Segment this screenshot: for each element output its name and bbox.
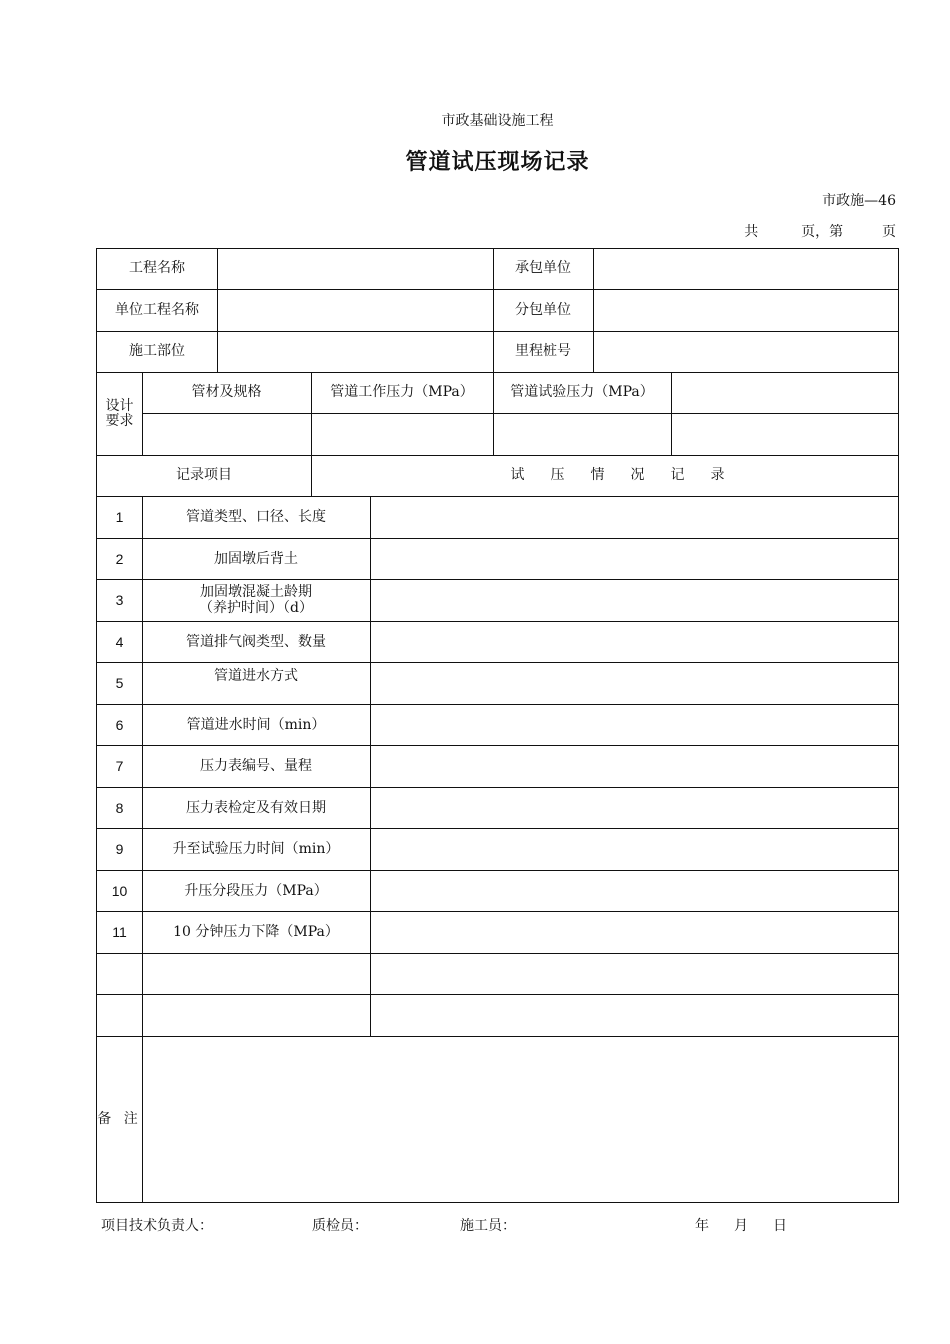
subcontractor-field[interactable]	[593, 290, 898, 331]
record-number: 9	[115, 840, 124, 857]
record-number: 10	[111, 882, 128, 899]
record-value-field[interactable]	[370, 788, 898, 829]
test-pressure-field[interactable]	[493, 414, 671, 455]
record-item-label	[142, 995, 370, 1036]
record-item-label: 升至试验压力时间（min）	[172, 840, 340, 857]
page-sep-label: 页，第	[801, 224, 844, 240]
record-value-field[interactable]	[370, 746, 898, 787]
record-value-field[interactable]	[370, 954, 898, 995]
form-code: 市政施—46	[822, 193, 896, 209]
record-value-field[interactable]	[370, 622, 898, 663]
page-end-label: 页	[882, 224, 896, 240]
working-pressure-label: 管道工作压力（MPa）	[330, 384, 474, 401]
record-item-label: 压力表编号、量程	[200, 757, 312, 774]
pipe-spec-label: 管材及规格	[191, 384, 262, 401]
page-total-label: 共	[744, 224, 759, 240]
record-item-label	[142, 954, 370, 995]
record-table	[96, 248, 899, 1203]
design-requirement-label: 设计 要求	[105, 397, 134, 429]
record-item-label: 加固墩混凝土龄期 （养护时间）（d）	[199, 584, 313, 616]
mileage-stake-label: 里程桩号	[515, 343, 571, 360]
record-number: 8	[115, 799, 124, 816]
record-value-field[interactable]	[370, 539, 898, 580]
record-value-field[interactable]	[370, 705, 898, 746]
record-value-field[interactable]	[370, 580, 898, 621]
page-title: 管道试压现场记录	[405, 149, 590, 175]
contractor-label: 承包单位	[515, 260, 571, 277]
page-count	[744, 221, 896, 241]
design-extra-value-field[interactable]	[671, 414, 898, 455]
mileage-stake-field[interactable]	[593, 332, 898, 372]
record-value-field[interactable]	[370, 995, 898, 1036]
project-name-label: 工程名称	[129, 260, 185, 277]
record-item-label: 管道类型、口径、长度	[186, 508, 326, 525]
record-number: 7	[115, 757, 124, 774]
test-record-header: 试压情况记录	[510, 467, 751, 484]
record-item-label: 管道进水方式	[214, 668, 298, 684]
record-item-label: 管道进水时间（min）	[186, 716, 326, 733]
record-number: 5	[115, 674, 124, 691]
record-value-field[interactable]	[370, 829, 898, 870]
tech-lead-label: 项目技术负责人：	[101, 1218, 213, 1234]
project-name-field[interactable]	[217, 249, 493, 289]
record-number: 2	[115, 550, 124, 567]
record-item-label: 10 分钟压力下降（MPa）	[173, 923, 339, 940]
record-item-label: 管道排气阀类型、数量	[186, 633, 326, 650]
record-value-field[interactable]	[370, 912, 898, 953]
builder-label: 施工员：	[460, 1218, 516, 1234]
design-extra-field[interactable]	[671, 373, 898, 413]
record-value-field[interactable]	[370, 663, 898, 704]
record-number: 11	[112, 923, 127, 940]
contractor-field[interactable]	[593, 249, 898, 289]
record-number: 3	[115, 591, 124, 608]
record-item-label: 升压分段压力（MPa）	[184, 882, 328, 899]
date-day-label: 日	[773, 1218, 787, 1234]
form-subtitle: 市政基础设施工程	[441, 113, 554, 129]
record-number: 1	[115, 508, 124, 525]
pipe-spec-field[interactable]	[142, 414, 311, 455]
remarks-label: 备 注	[97, 1110, 142, 1127]
date-year-label: 年	[695, 1218, 709, 1234]
remarks-field[interactable]	[142, 1037, 898, 1202]
record-item-label: 压力表检定及有效日期	[186, 799, 326, 816]
record-number: 6	[115, 716, 124, 733]
construction-part-field[interactable]	[217, 332, 493, 372]
record-value-field[interactable]	[370, 871, 898, 912]
unit-project-name-label: 单位工程名称	[115, 301, 199, 318]
construction-part-label: 施工部位	[129, 343, 185, 360]
date-month-label: 月	[734, 1218, 748, 1234]
working-pressure-field[interactable]	[311, 414, 493, 455]
subcontractor-label: 分包单位	[515, 301, 571, 318]
record-number	[97, 954, 142, 995]
unit-project-name-field[interactable]	[217, 290, 493, 331]
record-number: 4	[115, 633, 124, 650]
record-item-header: 记录项目	[176, 467, 232, 484]
test-pressure-label: 管道试验压力（MPa）	[510, 384, 654, 401]
record-value-field[interactable]	[370, 497, 898, 538]
record-number	[97, 995, 142, 1036]
record-item-label: 加固墩后背土	[214, 550, 298, 567]
inspector-label: 质检员：	[312, 1218, 368, 1234]
